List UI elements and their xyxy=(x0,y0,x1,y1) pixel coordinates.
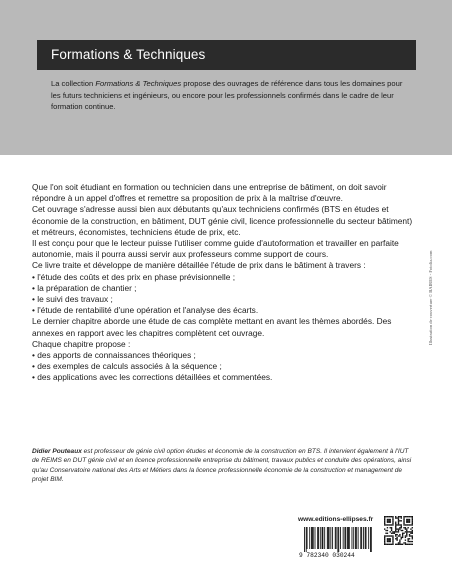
qr-module xyxy=(399,535,400,536)
barcode-bar xyxy=(353,527,354,549)
qr-module xyxy=(410,544,411,545)
barcode-bar xyxy=(356,527,357,549)
qr-module xyxy=(409,516,410,517)
qr-module xyxy=(391,516,392,517)
author-bio: Didier Pouteaux est professeur de génie civil option études et économie de la construction en BTS. Il intervient également à l'IUT de REIMS en DUT génie civil et en licence professionnelle entreprise du bâtiment, travaux publics et conduite des opérations, ainsi qu'au Conservatoire national des Arts et Métiers dans la licence professionnelle économie de la construction et management de projet BIM. xyxy=(32,448,412,483)
qr-module xyxy=(390,516,391,517)
qr-module xyxy=(395,531,396,532)
barcode-bar xyxy=(363,527,364,549)
qr-module xyxy=(412,537,413,538)
qr-module xyxy=(396,528,397,529)
qr-module xyxy=(394,531,395,532)
qr-module xyxy=(405,524,406,525)
qr-module xyxy=(394,533,395,534)
qr-module xyxy=(384,519,385,520)
author-name: Didier Pouteaux xyxy=(32,448,82,455)
barcode-bar xyxy=(320,527,321,549)
qr-module xyxy=(395,535,396,536)
qr-module xyxy=(405,516,406,517)
qr-module xyxy=(403,542,404,543)
qr-module xyxy=(384,522,385,523)
qr-module xyxy=(384,537,385,538)
qr-module xyxy=(388,535,389,536)
qr-module xyxy=(390,531,391,532)
qr-module xyxy=(398,531,399,532)
qr-module xyxy=(399,524,400,525)
qr-module xyxy=(387,541,388,542)
qr-module xyxy=(396,544,397,545)
qr-module xyxy=(412,516,413,517)
paragraph: Il est conçu pour que le lecteur puisse l'utiliser comme guide d'autoformation et travailler en parfaite autonomie, mais il pourra aussi servir aux professeurs comme support de cours. xyxy=(32,238,399,260)
qr-module xyxy=(403,516,404,517)
qr-module xyxy=(409,538,410,539)
qr-module xyxy=(403,523,404,524)
qr-module xyxy=(392,522,393,523)
qr-module xyxy=(385,533,386,534)
qr-module xyxy=(392,517,393,518)
barcode-bar xyxy=(332,527,333,549)
qr-module xyxy=(396,537,397,538)
qr-module xyxy=(399,541,400,542)
qr-module xyxy=(399,516,400,517)
qr-module xyxy=(399,539,400,540)
qr-module xyxy=(399,544,400,545)
barcode-bar xyxy=(322,527,323,549)
qr-module xyxy=(401,538,402,539)
list-item: • l'étude des coûts et des prix en phase prévisionnelle ; xyxy=(32,271,236,282)
qr-module xyxy=(387,538,388,539)
qr-module xyxy=(412,530,413,531)
barcode-bar xyxy=(317,527,318,549)
qr-module xyxy=(387,524,388,525)
qr-module xyxy=(405,537,406,538)
qr-module xyxy=(410,535,411,536)
qr-module xyxy=(406,544,407,545)
qr-module xyxy=(384,538,385,539)
qr-module xyxy=(403,533,404,534)
qr-module xyxy=(391,544,392,545)
qr-module xyxy=(387,539,388,540)
qr-module xyxy=(407,527,408,528)
qr-module xyxy=(388,538,389,539)
barcode-bar xyxy=(370,527,371,552)
publisher-website[interactable]: www.editions-ellipses.fr xyxy=(298,516,374,523)
qr-module xyxy=(390,544,391,545)
qr-module xyxy=(391,530,392,531)
qr-module xyxy=(402,533,403,534)
qr-module xyxy=(399,527,400,528)
qr-module xyxy=(388,519,389,520)
list-item: • des exemples de calculs associés à la séquence ; xyxy=(32,361,222,372)
qr-code xyxy=(384,516,413,545)
list-item: • des applications avec les corrections détaillées et commentées. xyxy=(32,372,273,383)
qr-module xyxy=(412,524,413,525)
qr-module xyxy=(401,544,402,545)
barcode-bar xyxy=(330,527,331,549)
qr-module xyxy=(391,533,392,534)
qr-module xyxy=(390,527,391,528)
qr-module xyxy=(412,523,413,524)
qr-module xyxy=(384,544,385,545)
qr-module xyxy=(384,517,385,518)
qr-module xyxy=(410,528,411,529)
qr-module xyxy=(398,535,399,536)
barcode-bar xyxy=(327,527,328,549)
qr-module xyxy=(398,516,399,517)
collection-title: Formations & Techniques xyxy=(51,47,206,62)
qr-module xyxy=(406,535,407,536)
barcode-bar xyxy=(324,527,325,549)
qr-module xyxy=(387,519,388,520)
qr-module xyxy=(388,524,389,525)
qr-module xyxy=(398,517,399,518)
qr-module xyxy=(398,530,399,531)
qr-module xyxy=(396,538,397,539)
qr-module xyxy=(412,527,413,528)
qr-module xyxy=(407,520,408,521)
qr-module xyxy=(403,522,404,523)
barcode-bar xyxy=(365,527,366,549)
qr-module xyxy=(405,539,406,540)
qr-module xyxy=(409,531,410,532)
qr-module xyxy=(390,522,391,523)
qr-module xyxy=(398,519,399,520)
qr-module xyxy=(410,533,411,534)
qr-module xyxy=(409,522,410,523)
barcode-bar xyxy=(360,527,361,549)
qr-module xyxy=(392,524,393,525)
qr-module xyxy=(395,516,396,517)
qr-module xyxy=(406,516,407,517)
barcode-bar xyxy=(313,527,314,549)
qr-module xyxy=(409,544,410,545)
qr-module xyxy=(391,528,392,529)
qr-module xyxy=(412,535,413,536)
barcode-bar xyxy=(307,527,308,549)
qr-module xyxy=(384,541,385,542)
paragraph: Le dernier chapitre aborde une étude de cas complète mettant en avant les thèmes abordés. Des annexes en rapport avec les chapitres complètent cet ouvrage. xyxy=(32,316,392,338)
qr-module xyxy=(405,542,406,543)
qr-module xyxy=(391,524,392,525)
qr-module xyxy=(388,541,389,542)
qr-module xyxy=(392,539,393,540)
cover-credit: Illustration de couverture © BAIRES - Fotolia.com xyxy=(428,250,433,345)
barcode-bar xyxy=(318,527,319,549)
qr-module xyxy=(392,531,393,532)
list-item: • la préparation de chantier ; xyxy=(32,282,137,293)
qr-module xyxy=(401,527,402,528)
qr-module xyxy=(407,531,408,532)
qr-module xyxy=(390,519,391,520)
qr-module xyxy=(412,533,413,534)
qr-module xyxy=(392,516,393,517)
qr-module xyxy=(403,520,404,521)
qr-module xyxy=(384,524,385,525)
barcode-bar xyxy=(358,527,359,549)
collection-intro: La collection Formations & Techniques propose des ouvrages de référence dans tous les domaines pour les futurs techniciens et ingénieurs, ou encore pour les professionnels confirmés dans le cadre de leur formation continue. xyxy=(51,79,403,112)
qr-module xyxy=(387,544,388,545)
qr-module xyxy=(405,531,406,532)
qr-module xyxy=(395,534,396,535)
qr-module xyxy=(395,544,396,545)
qr-module xyxy=(396,517,397,518)
qr-module xyxy=(387,516,388,517)
barcode-bar xyxy=(343,527,344,549)
qr-module xyxy=(387,522,388,523)
qr-module xyxy=(396,531,397,532)
qr-module xyxy=(405,528,406,529)
list-item: • des apports de connaissances théoriques ; xyxy=(32,350,196,361)
barcode-bar xyxy=(345,527,346,549)
qr-module xyxy=(401,517,402,518)
qr-module xyxy=(401,526,402,527)
qr-module xyxy=(385,530,386,531)
qr-module xyxy=(384,520,385,521)
qr-module xyxy=(407,522,408,523)
qr-module xyxy=(384,535,385,536)
qr-module xyxy=(402,530,403,531)
qr-module xyxy=(396,534,397,535)
qr-module xyxy=(406,528,407,529)
qr-module xyxy=(398,524,399,525)
qr-module xyxy=(387,520,388,521)
qr-module xyxy=(398,523,399,524)
qr-module xyxy=(412,531,413,532)
qr-module xyxy=(401,524,402,525)
isbn-barcode xyxy=(298,527,378,558)
barcode-bar xyxy=(355,527,356,549)
qr-module xyxy=(403,517,404,518)
qr-module xyxy=(387,527,388,528)
qr-module xyxy=(392,535,393,536)
barcode-bar xyxy=(315,527,316,549)
qr-module xyxy=(401,530,402,531)
qr-module xyxy=(406,520,407,521)
qr-module xyxy=(409,519,410,520)
qr-module xyxy=(412,517,413,518)
qr-module xyxy=(391,535,392,536)
barcode-bar xyxy=(337,527,338,552)
qr-module xyxy=(390,520,391,521)
paragraph: Ce livre traite et développe de manière détaillée l'étude de prix dans le bâtiment à travers : xyxy=(32,260,366,271)
qr-module xyxy=(385,524,386,525)
qr-module xyxy=(402,534,403,535)
qr-module xyxy=(392,544,393,545)
qr-module xyxy=(403,524,404,525)
qr-module xyxy=(395,524,396,525)
qr-module xyxy=(405,527,406,528)
qr-module xyxy=(412,520,413,521)
qr-module xyxy=(406,534,407,535)
qr-module xyxy=(396,539,397,540)
qr-module xyxy=(406,530,407,531)
qr-module xyxy=(399,528,400,529)
barcode-bar xyxy=(328,527,329,549)
qr-module xyxy=(385,516,386,517)
barcode-bar xyxy=(371,527,372,552)
qr-module xyxy=(402,535,403,536)
barcode-bar xyxy=(368,527,369,549)
qr-module xyxy=(390,538,391,539)
qr-module xyxy=(395,523,396,524)
qr-module xyxy=(390,535,391,536)
header-band xyxy=(0,0,452,155)
barcode-bar xyxy=(340,527,341,549)
paragraph: Que l'on soit étudiant en formation ou technicien dans une entreprise de bâtiment, on doit savoir répondre à un appel d'offres et remettre sa proposition de prix à la maîtrise d'œuvre. xyxy=(32,182,387,204)
barcode-bar xyxy=(348,527,349,549)
barcode-bar xyxy=(322,527,323,549)
barcode-bar xyxy=(344,527,345,549)
qr-module xyxy=(403,527,404,528)
qr-module xyxy=(390,524,391,525)
barcode-bar xyxy=(311,527,312,549)
barcode-bar xyxy=(306,527,307,552)
qr-module xyxy=(384,539,385,540)
qr-module xyxy=(402,537,403,538)
qr-module xyxy=(407,544,408,545)
qr-module xyxy=(409,541,410,542)
qr-module xyxy=(401,537,402,538)
qr-module xyxy=(392,538,393,539)
qr-module xyxy=(392,542,393,543)
qr-module xyxy=(388,544,389,545)
qr-module xyxy=(410,524,411,525)
qr-module xyxy=(385,535,386,536)
qr-module xyxy=(401,520,402,521)
barcode-bar xyxy=(349,527,350,549)
qr-module xyxy=(388,520,389,521)
qr-module xyxy=(387,530,388,531)
qr-module xyxy=(403,519,404,520)
qr-module xyxy=(395,538,396,539)
qr-module xyxy=(407,541,408,542)
list-item: • le suivi des travaux ; xyxy=(32,294,113,305)
collection-title-bar xyxy=(37,40,416,70)
barcode-bar xyxy=(329,527,330,549)
qr-module xyxy=(409,535,410,536)
qr-module xyxy=(398,528,399,529)
qr-module xyxy=(407,538,408,539)
qr-module xyxy=(406,524,407,525)
barcode-bar xyxy=(312,527,313,549)
qr-module xyxy=(387,533,388,534)
qr-module xyxy=(407,539,408,540)
qr-module xyxy=(405,544,406,545)
qr-module xyxy=(398,542,399,543)
qr-module xyxy=(395,522,396,523)
qr-module xyxy=(412,519,413,520)
qr-module xyxy=(395,526,396,527)
barcode-bar xyxy=(361,527,362,549)
qr-module xyxy=(384,542,385,543)
qr-module xyxy=(390,541,391,542)
qr-module xyxy=(388,539,389,540)
qr-module xyxy=(388,516,389,517)
qr-module xyxy=(412,538,413,539)
barcode-bar xyxy=(338,527,339,552)
qr-module xyxy=(410,541,411,542)
qr-module xyxy=(406,522,407,523)
qr-module xyxy=(395,530,396,531)
qr-module xyxy=(407,524,408,525)
qr-module xyxy=(384,516,385,517)
qr-module xyxy=(392,520,393,521)
barcode-bar xyxy=(336,527,337,549)
paragraph: Cet ouvrage s'adresse aussi bien aux débutants qu'aux techniciens confirmés (BTS en études et économie de la construction, en bâtiment, DUT génie civil, licence professionnelle du secteur bâtiment) et métreurs, économistes, techniciens étude de prix, etc. xyxy=(32,204,413,237)
barcode-bar xyxy=(352,527,353,549)
qr-module xyxy=(391,527,392,528)
barcode-bar xyxy=(347,527,348,549)
qr-module xyxy=(407,516,408,517)
qr-module xyxy=(412,522,413,523)
qr-module xyxy=(406,531,407,532)
qr-module xyxy=(412,544,413,545)
qr-module xyxy=(399,534,400,535)
qr-module xyxy=(387,535,388,536)
qr-module xyxy=(384,523,385,524)
qr-module xyxy=(406,533,407,534)
qr-module xyxy=(388,522,389,523)
qr-module xyxy=(409,534,410,535)
qr-module xyxy=(390,539,391,540)
qr-module xyxy=(410,531,411,532)
qr-module xyxy=(396,524,397,525)
qr-module xyxy=(395,527,396,528)
isbn-digits: 9 782340 030244 xyxy=(299,552,355,558)
qr-module xyxy=(409,524,410,525)
qr-module xyxy=(406,519,407,520)
barcode-bar xyxy=(366,527,367,549)
qr-module xyxy=(392,537,393,538)
qr-module xyxy=(399,542,400,543)
qr-module xyxy=(410,516,411,517)
barcode-bar xyxy=(309,527,310,549)
qr-module xyxy=(392,523,393,524)
qr-module xyxy=(385,544,386,545)
qr-module xyxy=(395,528,396,529)
qr-module xyxy=(398,522,399,523)
qr-module xyxy=(392,533,393,534)
qr-module xyxy=(384,528,385,529)
barcode-bar xyxy=(335,527,336,549)
qr-module xyxy=(401,516,402,517)
qr-module xyxy=(398,520,399,521)
qr-module xyxy=(395,517,396,518)
list-item: • l'étude de rentabilité d'une opération et l'analyse des écarts. xyxy=(32,305,259,316)
qr-module xyxy=(392,519,393,520)
qr-module xyxy=(402,544,403,545)
qr-module xyxy=(409,520,410,521)
barcode-bar xyxy=(304,527,305,552)
qr-module xyxy=(398,544,399,545)
qr-module xyxy=(412,541,413,542)
qr-module xyxy=(399,520,400,521)
book-description xyxy=(32,182,420,384)
qr-module xyxy=(405,535,406,536)
qr-module xyxy=(392,541,393,542)
paragraph: Chaque chapitre propose : xyxy=(32,338,131,349)
qr-module xyxy=(407,519,408,520)
